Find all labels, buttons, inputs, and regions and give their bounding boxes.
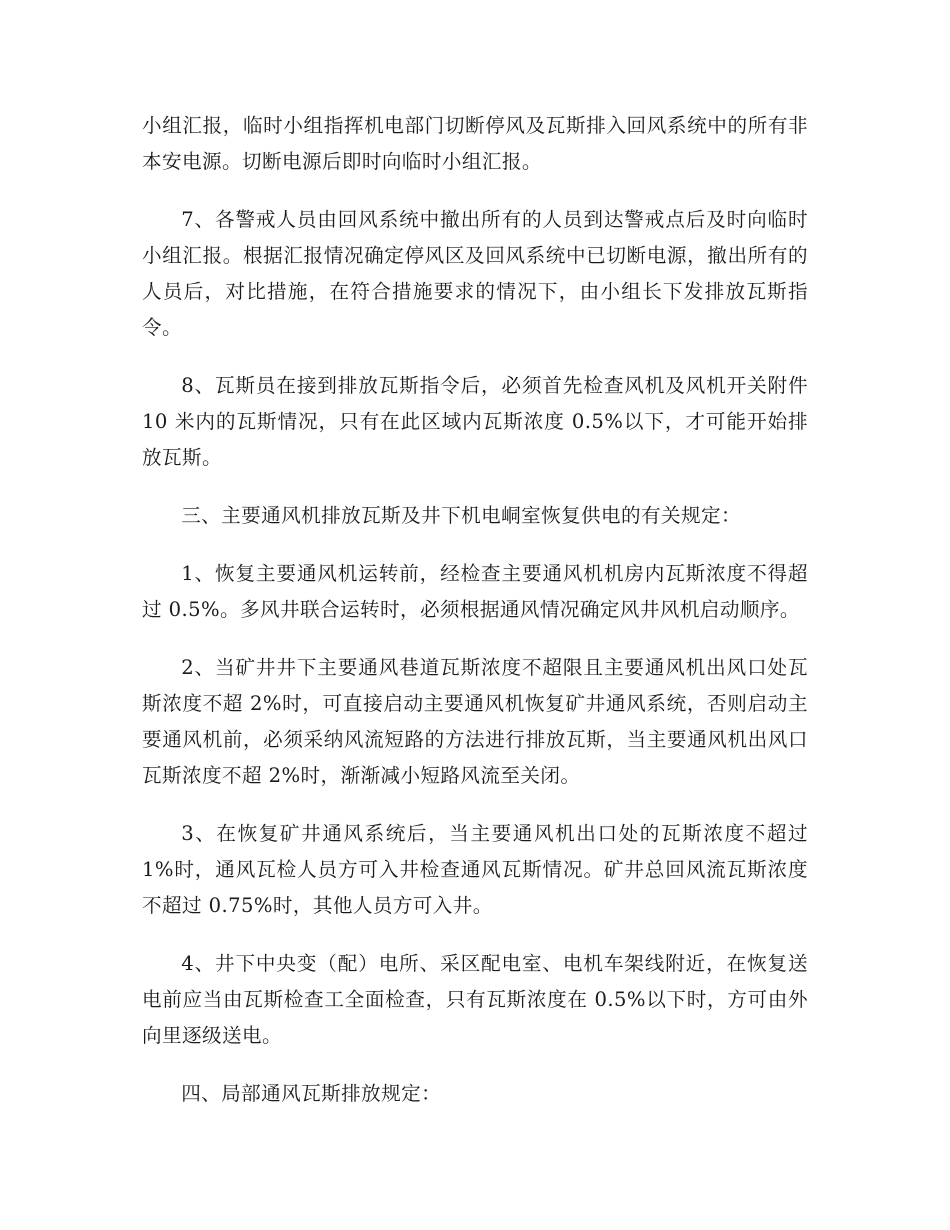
section-heading-4: 四、局部通风瓦斯排放规定： <box>181 1082 442 1105</box>
paragraph-item-8: 8、瓦斯员在接到排放瓦斯指令后，必须首先检查风机及风机开关附件 10 米内的瓦斯情况，只有在此区域内瓦斯浓度 0.5%以下，才可能开始排放瓦斯。 <box>142 374 808 469</box>
paragraph-item-2: 2、当矿井井下主要通风巷道瓦斯浓度不超限且主要通风机出风口处瓦斯浓度不超 2%时，可直接启动主要通风机恢复矿井通风系统，否则启动主要通风机前，必须采纳风流短路的方法进行排放瓦斯，当主要通风机出风口瓦斯浓度不超 2%时，渐渐减小短路风流至关闭。 <box>142 656 808 787</box>
paragraph-continued: 小组汇报，临时小组指挥机电部门切断停风及瓦斯排入回风系统中的所有非本安电源。切断电源后即时向临时小组汇报。 <box>142 114 808 173</box>
paragraph-item-3: 3、在恢复矿井通风系统后，当主要通风机出口处的瓦斯浓度不超过 1%时，通风瓦检人员方可入井检查通风瓦斯情况。矿井总回风流瓦斯浓度不超过 0.75%时，其他人员方可入井。 <box>142 822 808 917</box>
section-heading-3: 三、主要通风机排放瓦斯及井下机电峒室恢复供电的有关规定： <box>181 504 742 527</box>
paragraph-item-4: 4、井下中央变（配）电所、采区配电室、电机车架线附近，在恢复送电前应当由瓦斯检查工全面检查，只有瓦斯浓度在 0.5%以下时，方可由外向里逐级送电。 <box>142 952 808 1047</box>
paragraph-item-1: 1、恢复主要通风机运转前，经检查主要通风机机房内瓦斯浓度不得超过 0.5%。多风井联合运转时，必须根据通风情况确定风井风机启动顺序。 <box>142 562 808 621</box>
document-body <box>142 108 808 1134</box>
paragraph-item-7: 7、各警戒人员由回风系统中撤出所有的人员到达警戒点后及时向临时小组汇报。根据汇报情况确定停风区及回风系统中已切断电源，撤出所有的人员后，对比措施，在符合措施要求的情况下，由小组长下发排放瓦斯指令。 <box>142 208 808 339</box>
